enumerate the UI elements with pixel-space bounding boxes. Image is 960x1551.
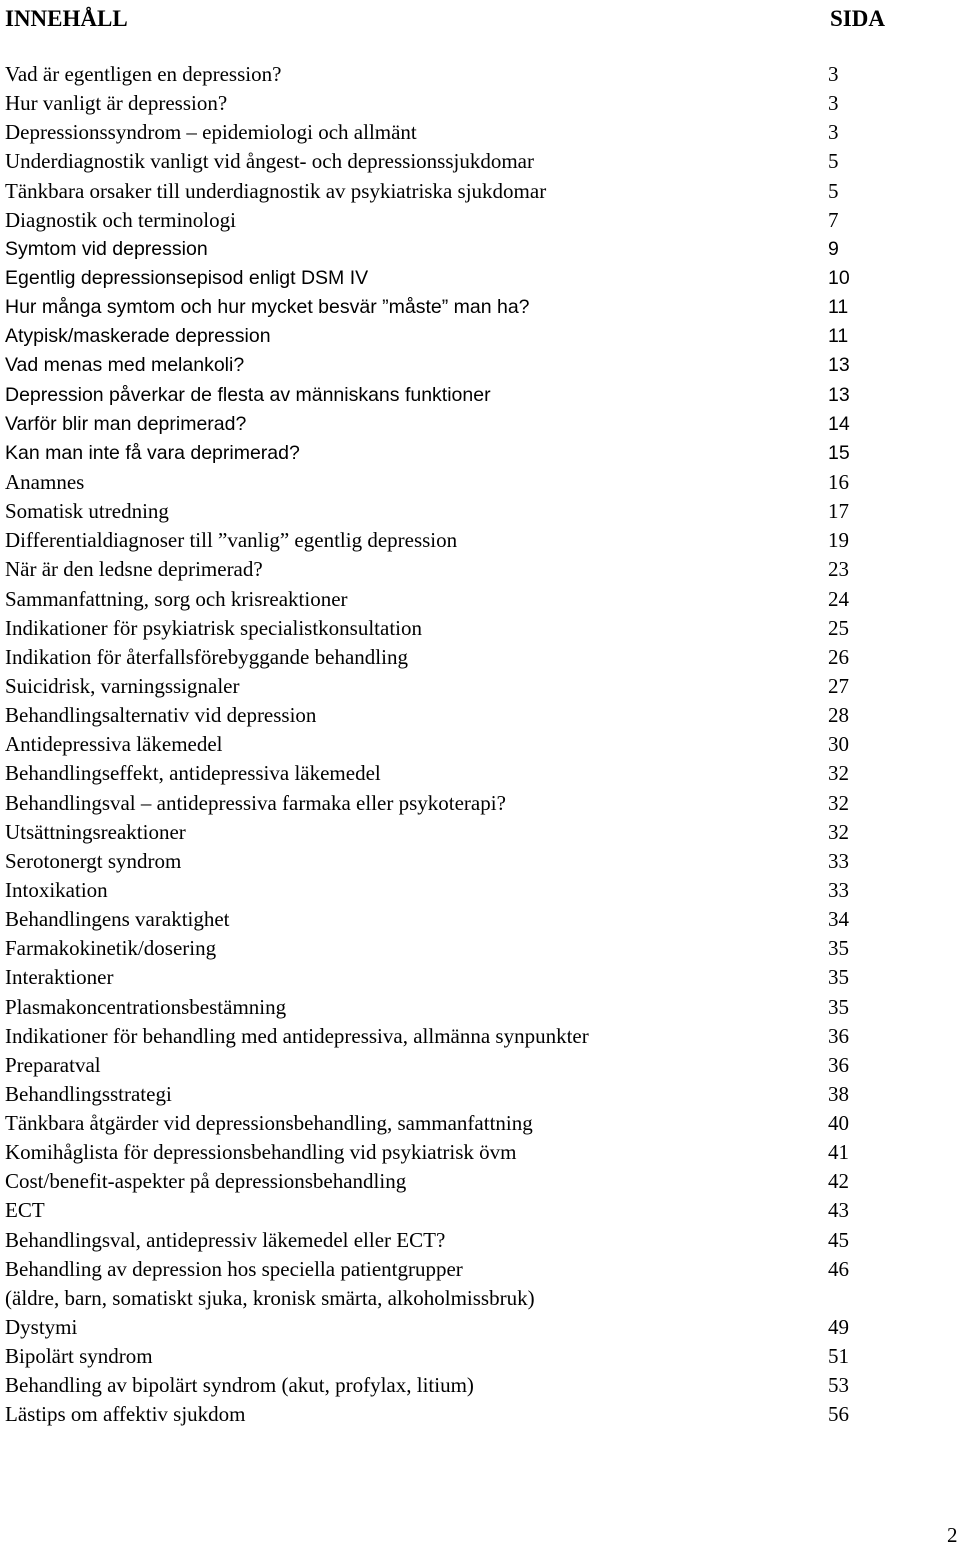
toc-entry-page: 35 xyxy=(828,936,849,961)
toc-entry-title: Vad menas med melankoli? xyxy=(5,354,245,377)
toc-entry xyxy=(0,701,960,730)
toc-entry xyxy=(0,672,960,701)
toc-entry xyxy=(0,1138,960,1167)
toc-entry xyxy=(0,993,960,1022)
toc-entry-title: Tänkbara orsaker till underdiagnostik av psykiatriska sjukdomar xyxy=(5,178,547,203)
toc-entry-title: Farmakokinetik/dosering xyxy=(5,936,217,961)
toc-entry xyxy=(0,847,960,876)
toc-entry-page: 15 xyxy=(828,441,850,464)
toc-entry-page: 32 xyxy=(828,761,849,786)
toc-entry-title: Atypisk/maskerade depression xyxy=(5,325,271,348)
toc-entry-page: 11 xyxy=(828,325,849,348)
page-column-heading: SIDA xyxy=(830,6,885,31)
toc-entry-title: Indikationer för behandling med antidepressiva, allmänna synpunkter xyxy=(5,1023,589,1048)
toc-entry-title: Indikation för återfallsförebyggande behandling xyxy=(5,644,408,669)
toc-entry xyxy=(0,177,960,206)
toc-entry-title: Preparatval xyxy=(5,1052,101,1077)
toc-entry-page: 3 xyxy=(828,91,839,116)
toc-entry-page: 46 xyxy=(828,1256,849,1281)
toc-entry-page: 41 xyxy=(828,1140,849,1165)
toc-entry-title: Somatisk utredning xyxy=(5,499,169,524)
toc-entry xyxy=(0,555,960,584)
toc-entry-page: 14 xyxy=(828,412,850,435)
toc-entry-page: 32 xyxy=(828,790,849,815)
toc-entry-page: 43 xyxy=(828,1198,849,1223)
toc-entry-title: Behandlingsval – antidepressiva farmaka eller psykoterapi? xyxy=(5,790,506,815)
toc-entry-page: 35 xyxy=(828,994,849,1019)
toc-entry xyxy=(0,235,960,264)
toc-entry-page: 40 xyxy=(828,1111,849,1136)
toc-entry xyxy=(0,759,960,788)
toc-entry xyxy=(0,410,960,439)
toc-entry-title: Hur många symtom och hur mycket besvär ”måste” man ha? xyxy=(5,296,530,319)
table-of-contents xyxy=(0,60,960,1430)
toc-entry xyxy=(0,1371,960,1400)
toc-entry-title: ECT xyxy=(5,1198,45,1223)
toc-entry-title: Behandlingsstrategi xyxy=(5,1081,172,1106)
toc-entry xyxy=(0,439,960,468)
toc-entry-title: Bipolärt syndrom xyxy=(5,1344,153,1369)
toc-entry-title: Serotonergt syndrom xyxy=(5,848,182,873)
toc-entry-page: 17 xyxy=(828,499,849,524)
toc-entry xyxy=(0,381,960,410)
toc-entry-page: 13 xyxy=(828,383,850,406)
toc-entry-title: Indikationer för psykiatrisk specialistkonsultation xyxy=(5,615,423,640)
toc-entry xyxy=(0,585,960,614)
toc-entry-page: 23 xyxy=(828,557,849,582)
toc-entry-page: 16 xyxy=(828,469,849,494)
toc-entry xyxy=(0,614,960,643)
toc-entry xyxy=(0,147,960,176)
toc-entry-page: 35 xyxy=(828,965,849,990)
toc-entry-page: 7 xyxy=(828,207,839,232)
toc-entry-title: Behandling av depression hos speciella patientgrupper xyxy=(5,1256,463,1281)
toc-entry-page: 42 xyxy=(828,1169,849,1194)
toc-entry-page: 27 xyxy=(828,673,849,698)
toc-entry xyxy=(0,818,960,847)
toc-entry xyxy=(0,1400,960,1429)
toc-entry-page: 11 xyxy=(828,296,849,319)
toc-entry-page: 5 xyxy=(828,149,839,174)
toc-heading: INNEHÅLL xyxy=(5,6,128,31)
toc-entry-title: Lästips om affektiv sjukdom xyxy=(5,1402,246,1427)
toc-entry xyxy=(0,1167,960,1196)
toc-entry-title: Behandlingens varaktighet xyxy=(5,907,230,932)
toc-entry-page: 26 xyxy=(828,644,849,669)
toc-entry-title: När är den ledsne deprimerad? xyxy=(5,557,263,582)
toc-entry-page: 5 xyxy=(828,178,839,203)
toc-entry xyxy=(0,730,960,759)
toc-entry-title: (äldre, barn, somatiskt sjuka, kronisk smärta, alkoholmissbruk) xyxy=(5,1285,535,1310)
toc-entry xyxy=(0,1080,960,1109)
toc-entry-title: Hur vanligt är depression? xyxy=(5,91,228,116)
toc-entry-title: Underdiagnostik vanligt vid ångest- och depressionssjukdomar xyxy=(5,149,534,174)
toc-entry-page: 10 xyxy=(828,266,850,289)
toc-entry-page: 32 xyxy=(828,819,849,844)
toc-entry xyxy=(0,1342,960,1371)
toc-entry-page: 53 xyxy=(828,1373,849,1398)
toc-entry-title: Tänkbara åtgärder vid depressionsbehandling, sammanfattning xyxy=(5,1111,533,1136)
toc-entry xyxy=(0,1226,960,1255)
toc-entry xyxy=(0,351,960,380)
toc-entry-page: 9 xyxy=(828,237,839,260)
toc-entry-page: 28 xyxy=(828,703,849,728)
toc-entry xyxy=(0,1255,960,1284)
toc-entry-title: Behandlingseffekt, antidepressiva läkemedel xyxy=(5,761,381,786)
toc-entry-page: 36 xyxy=(828,1052,849,1077)
toc-entry xyxy=(0,643,960,672)
toc-entry-title: Behandlingsval, antidepressiv läkemedel eller ECT? xyxy=(5,1227,446,1252)
toc-entry xyxy=(0,934,960,963)
toc-entry-title: Differentialdiagnoser till ”vanlig” egentlig depression xyxy=(5,528,458,553)
toc-entry-title: Behandlingsalternativ vid depression xyxy=(5,703,317,728)
page-number: 2 xyxy=(947,1523,958,1547)
toc-entry-title: Suicidrisk, varningssignaler xyxy=(5,673,240,698)
toc-entry xyxy=(0,526,960,555)
toc-entry-page: 51 xyxy=(828,1344,849,1369)
toc-entry xyxy=(0,206,960,235)
toc-entry xyxy=(0,264,960,293)
toc-entry xyxy=(0,876,960,905)
toc-entry-page: 25 xyxy=(828,615,849,640)
toc-entry-page: 13 xyxy=(828,354,850,377)
toc-entry-page: 56 xyxy=(828,1402,849,1427)
toc-entry-title: Plasmakoncentrationsbestämning xyxy=(5,994,287,1019)
toc-entry xyxy=(0,497,960,526)
toc-entry-title: Anamnes xyxy=(5,469,85,494)
toc-entry-title: Sammanfattning, sorg och krisreaktioner xyxy=(5,586,348,611)
toc-entry xyxy=(0,789,960,818)
toc-entry-title: Depressionssyndrom – epidemiologi och allmänt xyxy=(5,120,417,145)
toc-entry-page: 30 xyxy=(828,732,849,757)
toc-entry-page: 33 xyxy=(828,848,849,873)
toc-entry-title: Diagnostik och terminologi xyxy=(5,207,236,232)
toc-entry xyxy=(0,468,960,497)
toc-entry xyxy=(0,1022,960,1051)
toc-entry xyxy=(0,293,960,322)
toc-entry xyxy=(0,905,960,934)
toc-entry-title: Depression påverkar de flesta av människans funktioner xyxy=(5,383,491,406)
toc-entry-title: Interaktioner xyxy=(5,965,114,990)
toc-entry xyxy=(0,89,960,118)
toc-entry-title: Varför blir man deprimerad? xyxy=(5,412,247,435)
toc-entry-page: 3 xyxy=(828,62,839,86)
toc-entry-title: Kan man inte få vara deprimerad? xyxy=(5,441,300,464)
toc-entry xyxy=(0,1196,960,1225)
toc-entry-page: 19 xyxy=(828,528,849,553)
toc-entry-title: Symtom vid depression xyxy=(5,237,208,260)
toc-entry-page: 33 xyxy=(828,877,849,902)
toc-entry-title: Vad är egentligen en depression? xyxy=(5,62,282,86)
toc-entry xyxy=(0,1284,960,1313)
toc-entry-title: Dystymi xyxy=(5,1315,78,1340)
toc-entry-page: 49 xyxy=(828,1315,849,1340)
toc-entry xyxy=(0,118,960,147)
toc-entry xyxy=(0,1051,960,1080)
toc-entry-title: Antidepressiva läkemedel xyxy=(5,732,223,757)
toc-entry-title: Komihåglista för depressionsbehandling vid psykiatrisk övm xyxy=(5,1140,517,1165)
toc-entry-title: Utsättningsreaktioner xyxy=(5,819,186,844)
toc-entry xyxy=(0,963,960,992)
toc-entry-title: Behandling av bipolärt syndrom (akut, profylax, litium) xyxy=(5,1373,474,1398)
toc-entry-title: Egentlig depressionsepisod enligt DSM IV xyxy=(5,266,369,289)
toc-entry-page: 34 xyxy=(828,907,849,932)
toc-entry-page: 38 xyxy=(828,1081,849,1106)
toc-entry-title: Intoxikation xyxy=(5,877,108,902)
toc-entry xyxy=(0,1109,960,1138)
toc-entry-page: 36 xyxy=(828,1023,849,1048)
toc-entry-page: 3 xyxy=(828,120,839,145)
toc-entry xyxy=(0,322,960,351)
toc-entry-page: 24 xyxy=(828,586,849,611)
toc-entry xyxy=(0,1313,960,1342)
toc-entry xyxy=(0,60,960,89)
toc-entry-title: Cost/benefit-aspekter på depressionsbehandling xyxy=(5,1169,407,1194)
toc-entry-page: 45 xyxy=(828,1227,849,1252)
